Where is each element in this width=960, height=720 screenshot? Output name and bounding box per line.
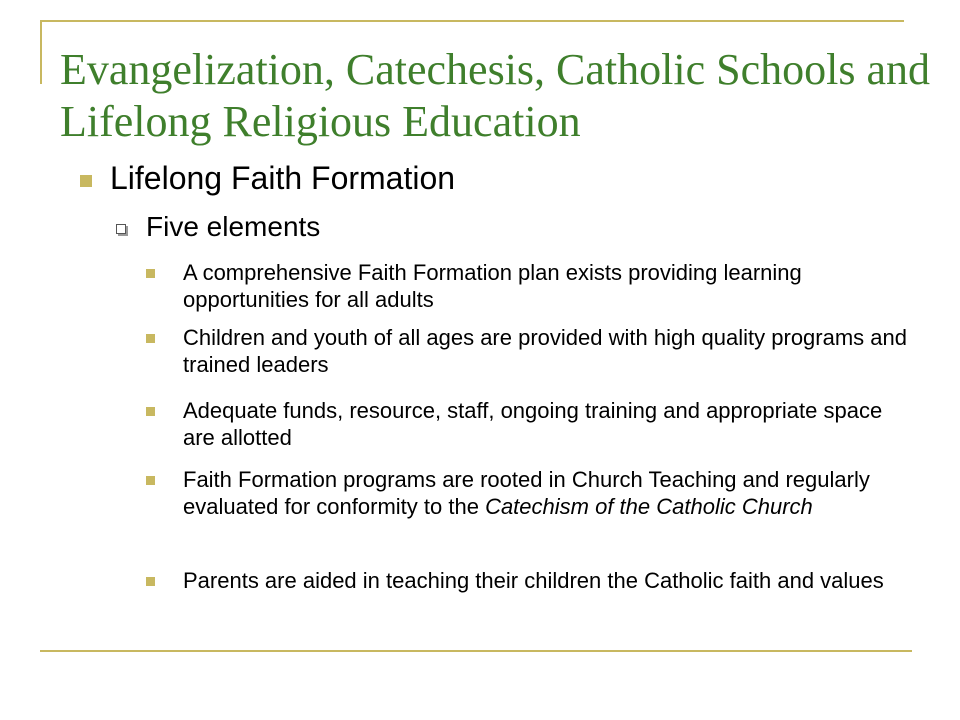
square-bullet-icon	[80, 175, 92, 187]
list-item-text: A comprehensive Faith Formation plan exists providing learning opportunities for all adults	[183, 260, 802, 312]
frame-top-line	[40, 20, 904, 22]
frame-left-line	[40, 20, 42, 84]
list-item-text: Children and youth of all ages are provided with high quality programs and trained leaders	[183, 325, 907, 377]
square-bullet-icon	[146, 334, 155, 343]
list-item-text: Parents are aided in teaching their children the Catholic faith and values	[183, 568, 884, 593]
square-bullet-icon	[146, 269, 155, 278]
list-item-text-plain: Faith Formation programs are rooted in Church Teaching and regularly evaluated for conformity to the	[183, 467, 870, 519]
bullet-level2-text: Five elements	[146, 211, 321, 242]
list-item-text	[183, 466, 913, 520]
catechism-title: Catechism of the Catholic Church	[485, 494, 813, 519]
hollow-square-bullet-icon	[116, 224, 126, 234]
square-bullet-icon	[146, 407, 155, 416]
square-bullet-icon	[146, 577, 155, 586]
frame-bottom-line	[40, 650, 912, 652]
slide-title: Evangelization, Catechesis, Catholic Schools and Lifelong Religious Education	[60, 45, 931, 146]
bullet-level1-text: Lifelong Faith Formation	[110, 160, 456, 196]
square-bullet-icon	[146, 476, 155, 485]
list-item-text: Adequate funds, resource, staff, ongoing training and appropriate space are allotted	[183, 398, 883, 450]
